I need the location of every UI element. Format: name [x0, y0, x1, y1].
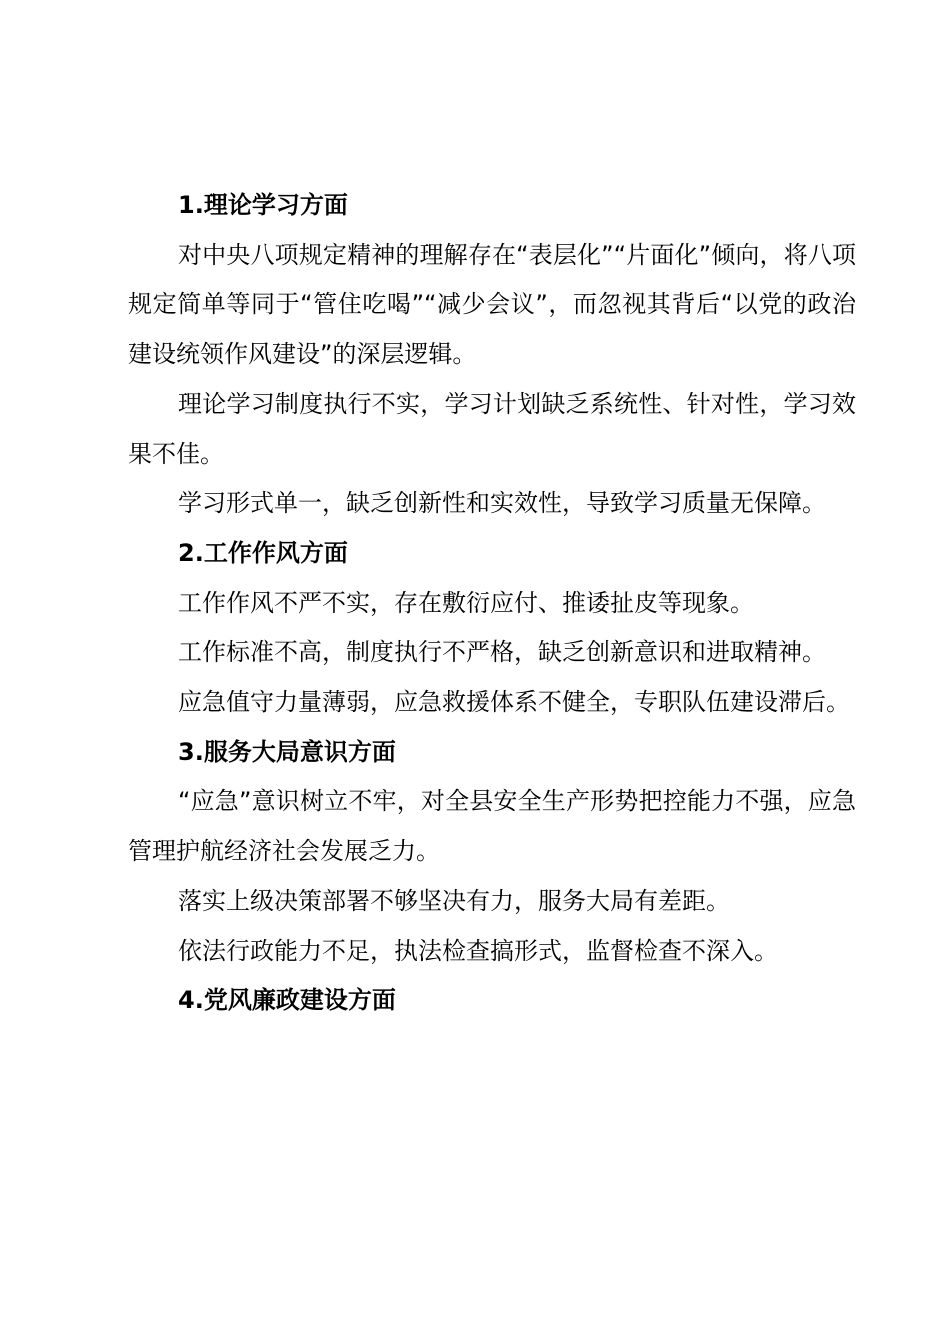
- paragraph: 工作标准不高，制度执行不严格，缺乏创新意识和进取精神。: [178, 638, 826, 667]
- paragraph: 依法行政能力不足，执法检查搞形式，监督检查不深入。: [178, 936, 778, 965]
- section-heading-1: 1.理论学习方面: [178, 191, 348, 219]
- paragraph: 理论学习制度执行不实，学习计划缺乏系统性、针对性，学习效果不佳。: [128, 389, 856, 468]
- document-body: [128, 181, 856, 1026]
- paragraph: 工作作风不严不实，存在敷衍应付、推诿扯皮等现象。: [178, 588, 754, 617]
- paragraph: 学习形式单一，缺乏创新性和实效性，导致学习质量无保障。: [178, 489, 826, 518]
- paragraph: 对中央八项规定精神的理解存在“表层化”“片面化”倾向，将八项规定简单等同于“管住吃喝”“减少会议”，而忽视其背后“以党的政治建设统领作风建设”的深层逻辑。: [128, 240, 856, 369]
- section-heading-4: 4.党风廉政建设方面: [178, 986, 396, 1015]
- section-heading-3: 3.服务大局意识方面: [178, 737, 396, 766]
- section-heading-2: 2.工作作风方面: [178, 538, 348, 567]
- paragraph: “应急”意识树立不牢，对全县安全生产形势把控能力不强，应急管理护航经济社会发展乏力。: [128, 787, 856, 866]
- paragraph: 应急值守力量薄弱，应急救援体系不健全，专职队伍建设滞后。: [178, 688, 850, 717]
- paragraph: 落实上级决策部署不够坚决有力，服务大局有差距。: [178, 886, 730, 915]
